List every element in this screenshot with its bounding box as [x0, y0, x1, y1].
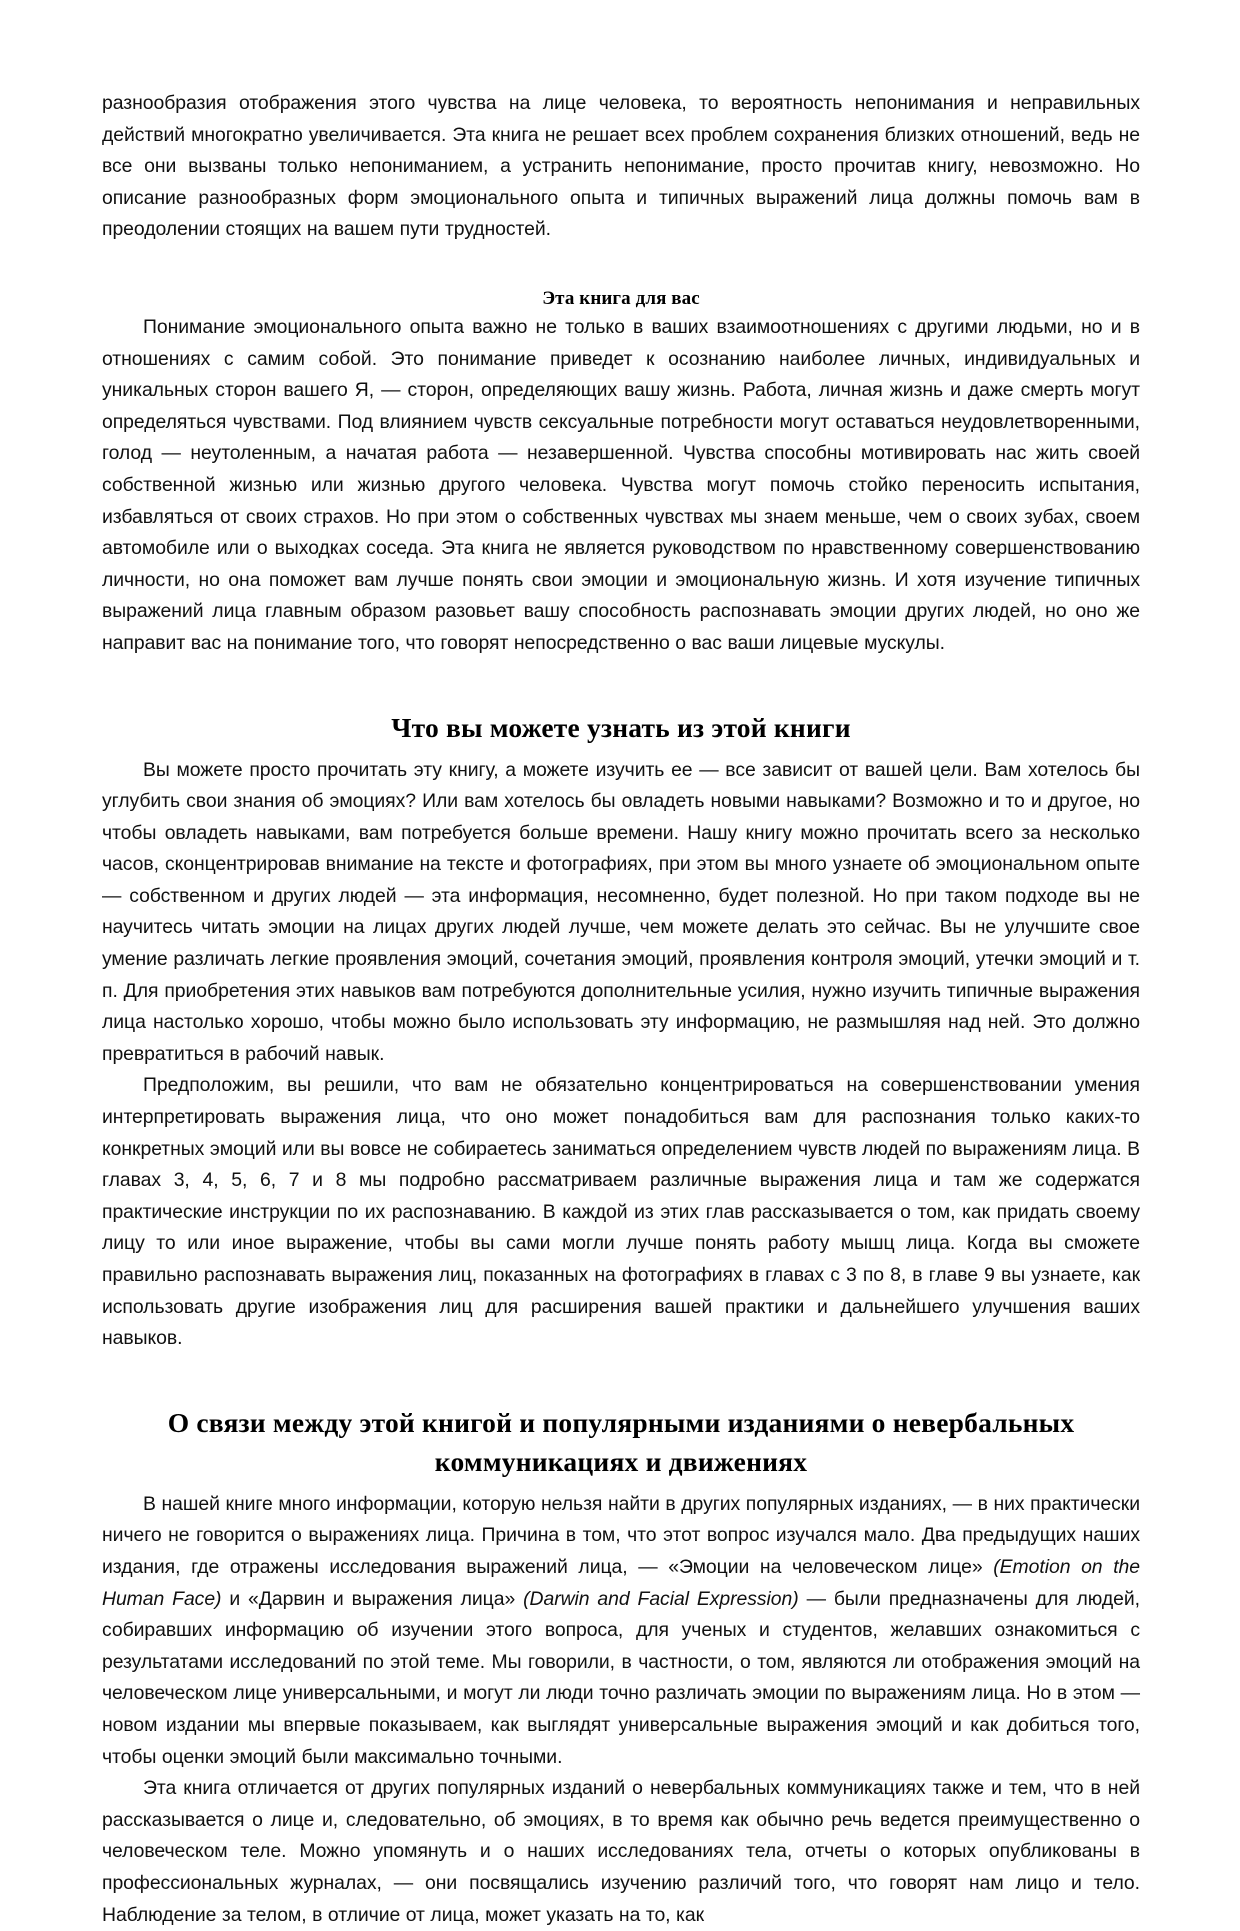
- spacer: [102, 1355, 1140, 1403]
- page-text-column: [102, 88, 1140, 1931]
- spacer: [102, 1481, 1140, 1489]
- book-title-emotion-on-the-human-face: (Emotion on the Human Face): [102, 1555, 1141, 1610]
- heading-relation-to-popular-editions-line1: О связи между этой книгой и популярными изданиями о невербальных: [167, 1406, 1075, 1438]
- paragraph-previous-editions: [102, 1489, 1140, 1773]
- subheading-this-book-is-for-you: Эта книга для вас: [542, 287, 700, 309]
- heading-what-you-can-learn: Что вы можете узнать из этой книги: [391, 711, 851, 743]
- spacer: [102, 660, 1140, 708]
- paragraph-difference-from-others: Эта книга отличается от других популярных изданий о невербальных коммуникациях также и тем, что в ней рассказывается о лице и, следовательно, об эмоциях, в то время как обычно речь ведется преимущественно о человеческом теле. Можно упомянуть и о наших исследованиях тела, отчеты о которых опубликованы в профессиональных журналах, — они посвящались изучению различий того, что говорят нам лицо и тело. Наблюдение за телом, в отличие от лица, может указать на то, как: [102, 1777, 1140, 1926]
- spacer: [102, 747, 1140, 755]
- paragraph-previous-editions-part1: В нашей книге много информации, которую нельзя найти в других популярных изданиях, — в них практически ничего не говорится о выражениях лица. Причина в том, что этот вопрос изучался мало. Два предыдущих наших издания, где отражены исследования выражений лица, — «Эмоции на человеческом лице»: [102, 1492, 1140, 1578]
- spacer: [102, 246, 1140, 286]
- heading-relation-to-popular-editions-line2: коммуникациях и движениях: [434, 1445, 808, 1477]
- paragraph-previous-editions-part2: и «Дарвин и выражения лица»: [221, 1587, 524, 1610]
- paragraph-intro: разнообразия отображения этого чувства на лице человека, то вероятность непонимания и неправильных действий многократно увеличивается. Эта книга не решает всех проблем сохранения близких отношений, ведь не все они вызваны только непониманием, а устранить непонимание, просто прочитав книгу, невозможно. Но описание разнообразных форм эмоционального опыта и типичных выражений лица должны помочь вам в преодолении стоящих на вашем пути трудностей.: [102, 92, 1140, 241]
- paragraph-previous-editions-part3: — были предназначены для людей, собиравших информацию об изучении этого вопроса, для ученых и студентов, желавших ознакомиться с результатами исследований по этой теме. Мы говорили, в частности, о том, являются ли отображения эмоций на человеческом лице универсальными, и могут ли люди точно различать эмоции по выражениям лица. Но в этом — новом издании мы впервые показываем, как выглядят универсальные выражения эмоций и как добиться того, чтобы оценки эмоций были максимально точными.: [102, 1587, 1140, 1768]
- book-title-darwin-and-facial-expression: (Darwin and Facial Expression): [523, 1587, 799, 1610]
- paragraph-read-or-study: Вы можете просто прочитать эту книгу, а можете изучить ее — все зависит от вашей цели. Вам хотелось бы углубить свои знания об эмоциях? Или вам хотелось бы овладеть новыми навыками? Возможно и то и другое, но чтобы овладеть навыками, вам потребуется больше времени. Нашу книгу можно прочитать всего за несколько часов, сконцентрировав внимание на тексте и фотографиях, при этом вы много узнаете об эмоциональном опыте — собственном и других людей — эта информация, несомненно, будет полезной. Но при таком подходе вы не научитесь читать эмоции на лицах других людей лучше, чем можете делать это сейчас. Вы не улучшите свое умение различать легкие проявления эмоций, сочетания эмоций, проявления контроля эмоций, утечки эмоций и т. п. Для приобретения этих навыков вам потребуются дополнительные усилия, нужно изучить типичные выражения лица настолько хорошо, чтобы можно было использовать эту информацию, не размышляя над ней. Это должно превратиться в рабочий навык.: [102, 758, 1140, 1065]
- paragraph-suppose-you-decided: Предположим, вы решили, что вам не обязательно концентрироваться на совершенствовании умения интерпретировать выражения лица, что оно может понадобиться вам для распознания только каких-то конкретных эмоций или вы вовсе не собираетесь заниматься определением чувств людей по выражениям лица. В главах 3, 4, 5, 6, 7 и 8 мы подробно рассматриваем различные выражения лица и там же содержатся практические инструкции по их распознаванию. В каждой из этих глав рассказывается о том, как придать своему лицу то или иное выражение, чтобы вы сами могли лучше понять работу мышц лица. Когда вы сможете правильно распознавать выражения лиц, показанных на фотографиях в главах с 3 по 8, в главе 9 вы узнаете, как использовать другие изображения лиц для расширения вашей практики и дальнейшего улучшения ваших навыков.: [102, 1074, 1140, 1350]
- paragraph-emotional-experience: Понимание эмоционального опыта важно не только в ваших взаимоотношениях с другими людьми, но и в отношениях с самим собой. Это понимание приведет к осознанию наиболее личных, индивидуальных и уникальных сторон вашего Я, — сторон, определяющих вашу жизнь. Работа, личная жизнь и даже смерть могут определяться чувствами. Под влиянием чувств сексуальные потребности могут оставаться неудовлетворенными, голод — неутоленным, а начатая работа — незавершенной. Чувства способны мотивировать нас жить своей собственной жизнью или жизнью другого человека. Чувства могут помочь стойко переносить испытания, избавляться от своих страхов. Но при этом о собственных чувствах мы знаем меньше, чем о своих зубах, своем автомобиле или о выходках соседа. Эта книга не является руководством по нравственному совершенствованию личности, но она поможет вам лучше понять свои эмоции и эмоциональную жизнь. И хотя изучение типичных выражений лица главным образом разовьет вашу способность распознавать эмоции других людей, но оно же направит вас на понимание того, что говорят непосредственно о вас ваши лицевые мускулы.: [102, 315, 1140, 654]
